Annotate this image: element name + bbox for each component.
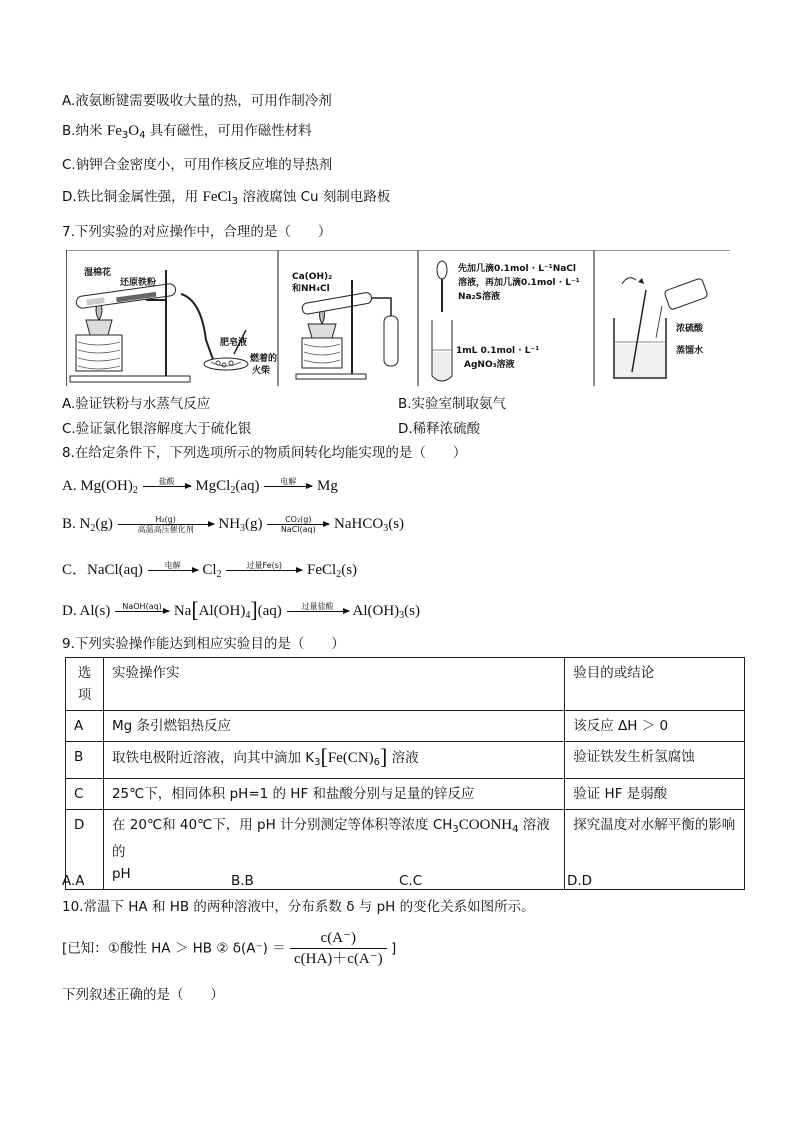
row-operation: 在 20℃和 40℃下，用 pH 计分别测定等体积等浓度 $CH_3COONH_4$ 溶液的 pH — [103, 810, 564, 890]
row-operation: 取铁电极附近溶液，向其中滴加 $K_3[Fe(CN)_6]$ 溶液 — [103, 742, 564, 779]
q8-option-d: D. Al(s) NaOH(aq) $Na[Al(OH)_4](aq)$ 过量盐酸 $Al(OH)_3(s)$ — [62, 597, 420, 622]
arrow-d1: NaOH(aq) — [115, 602, 169, 621]
table-row — [66, 711, 745, 742]
row-option: A — [66, 711, 104, 742]
q10-stem: 10.常温下 HA 和 HB 的两种溶液中，分布系数 δ 与 pH 的变化关系如图所示。 — [62, 899, 535, 915]
q7-apparatus-svg — [66, 250, 730, 386]
row-option: D — [66, 810, 104, 890]
row-operation: 25℃下，相同体积 pH=1 的 HF 和盐酸分别与足量的锌反应 — [103, 779, 564, 810]
q6-option-c: C.钠钾合金密度小，可用作核反应堆的导热剂 — [62, 157, 333, 173]
q7-option-a: A.验证铁粉与水蒸气反应 — [62, 396, 211, 412]
header-goal: 验目的或结论 — [565, 658, 745, 711]
q6-option-d: D.铁比铜金属性强，用 FeCl$_3$ 溶液腐蚀 Cu 刻制电路板 — [62, 189, 391, 207]
q7-stem: 7.下列实验的对应操作中，合理的是（ ） — [62, 224, 332, 240]
q9-stem: 9.下列实验操作能达到相应实验目的是（ ） — [62, 636, 345, 652]
label-wet-cotton: 湿棉花 — [84, 268, 112, 278]
label-na2s: Na₂S溶液 — [458, 292, 501, 302]
q9-table — [65, 657, 745, 890]
label-agno3-vol: 1mL 0.1mol · L⁻¹ — [456, 346, 540, 356]
q8-stem: 8.在给定条件下，下列选项所示的物质间转化均能实现的是（ ） — [62, 445, 467, 461]
header-operation: 实验操作实 — [103, 658, 564, 711]
label-distilled-water: 蒸馏水 — [676, 346, 704, 356]
arrow-a1: 盐酸 — [143, 477, 191, 496]
table-header-row — [66, 658, 745, 711]
label-match: 火柴 — [252, 366, 271, 376]
label-nacl-drops: 先加几滴0.1mol · L⁻¹NaCl — [458, 264, 576, 274]
label-caoh2: Ca(OH)₂ — [292, 272, 333, 282]
table-row — [66, 779, 745, 810]
q7-option-c: C.验证氯化银溶解度大于硫化银 — [62, 421, 252, 437]
arrow-b1: H₂(g) 高温高压催化剂 — [118, 515, 214, 534]
q9-choice-c: C.C — [399, 873, 423, 889]
label-iron-powder: 还原铁粉 — [120, 278, 157, 288]
q7-apparatus-figure — [66, 250, 730, 386]
arrow-c1: 电解 — [148, 561, 198, 580]
q7-option-d: D.稀释浓硫酸 — [398, 421, 481, 437]
label-agno3: AgNO₃溶液 — [464, 360, 515, 370]
label-soap-solution: 肥皂液 — [220, 338, 248, 348]
arrow-c2: 过量Fe(s) — [226, 561, 302, 580]
arrow-b2: CO₂(g) NaCl(aq) — [267, 515, 329, 534]
table-row — [66, 742, 745, 779]
q10-ask: 下列叙述正确的是（ ） — [62, 987, 224, 1003]
row-goal: 该反应 ΔH ＞ 0 — [565, 711, 745, 742]
arrow-a2: 电解 — [264, 477, 312, 496]
label-nh4cl: 和NH₄Cl — [292, 284, 330, 294]
row-goal: 验证 HF 是弱酸 — [565, 779, 745, 810]
q7-option-b: B.实验室制取氨气 — [398, 396, 507, 412]
q9-choice-a: A.A — [62, 873, 85, 889]
arrow-d2: 过量盐酸 — [287, 602, 349, 621]
delta-fraction: $\frac{c(A^-)}{c(HA)+c(A^-)}$ — [290, 928, 387, 969]
row-goal: 探究温度对水解平衡的影响 — [565, 810, 745, 890]
q6-option-b: B.纳米 $Fe_3O_4$ 具有磁性，可用作磁性材料 — [62, 123, 312, 141]
row-goal: 验证铁发生析氢腐蚀 — [565, 742, 745, 779]
label-burning: 燃着的 — [250, 354, 278, 364]
label-conc-h2so4: 浓硫酸 — [676, 324, 704, 334]
q6-option-a: A.液氨断键需要吸收大量的热，可用作制冷剂 — [62, 93, 332, 109]
row-option: C — [66, 779, 104, 810]
q8-option-c: C．NaCl(aq) 电解 $Cl_2$ 过量Fe(s) FeCl$_2$(s) — [62, 561, 358, 580]
q9-choice-b: B.B — [231, 873, 254, 889]
q8-option-a: A. $Mg(OH)_2$ 盐酸 MgCl$_2$(aq) 电解 Mg — [62, 477, 338, 496]
q9-choice-d: D.D — [567, 873, 593, 889]
q8-option-b: B. $N_2(g)$ H₂(g) 高温高压催化剂 $NH_3(g)$ CO₂(g) NaCl(aq) NaHCO$_3$(s) — [62, 515, 405, 535]
panel-a-drawing — [70, 270, 248, 382]
row-operation: Mg 条引燃铝热反应 — [103, 711, 564, 742]
header-option: 选 项 — [66, 658, 104, 711]
q10-known-condition: [已知：①酸性 HA ＞ HB ② δ(A⁻) ＝ $\frac{c(A^-)}{c(HA)+c(A^-)}$ ] — [62, 930, 397, 967]
label-then-drops: 溶液，再加几滴0.1mol · L⁻¹ — [458, 278, 580, 288]
panel-c-drawing — [432, 261, 452, 381]
row-option: B — [66, 742, 104, 779]
